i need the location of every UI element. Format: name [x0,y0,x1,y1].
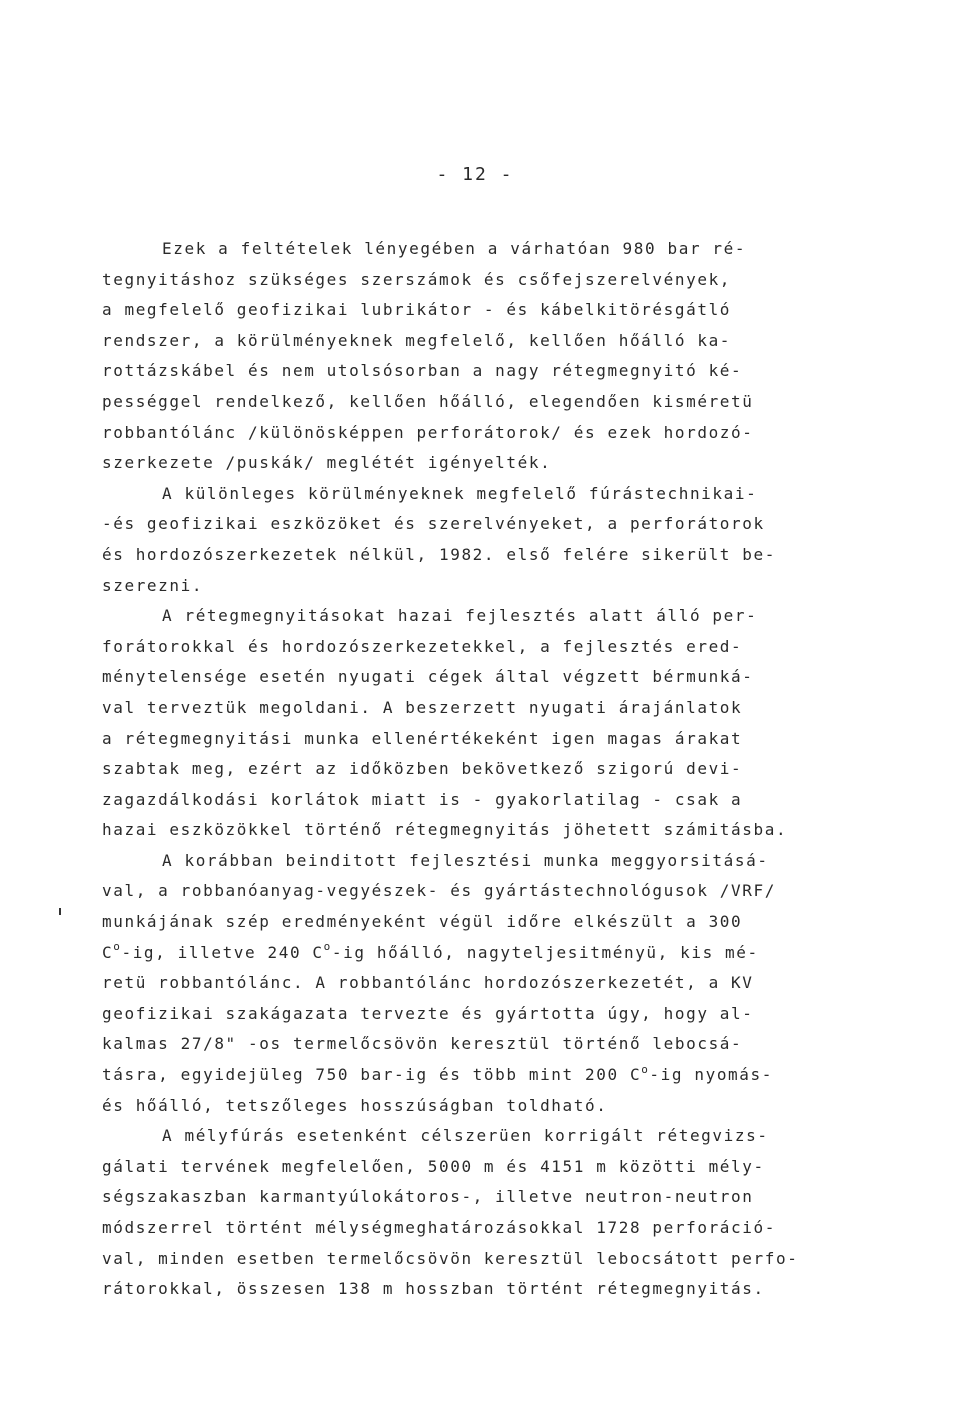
text-line: munkájának szép eredményeként végül időre elkészült a 300 [102,912,743,932]
text-segment: tásra, egyidejüleg 750 bar-ig és több mint 200 C [102,1065,642,1085]
text-line-with-superscript [102,1060,892,1091]
text-line: kalmas 27/8" -os termelőcsövön keresztül történő lebocsá- [102,1034,743,1054]
text-line: A rétegmegnyitásokat hazai fejlesztés alatt álló per- [162,606,758,626]
text-line: rottázskábel és nem utolsósorban a nagy rétegmegnyitó ké- [102,361,743,381]
text-line: -és geofizikai eszközöket és szerelvényeket, a perforátorok [102,514,765,534]
text-line: szerezni. [102,575,204,595]
text-segment: -ig, illetve 240 C [121,942,324,962]
text-line: A mélyfúrás esetenként célszerüen korrigált rétegvizs- [162,1126,769,1146]
text-line: rendszer, a körülményeknek megfelelő, kellően hőálló ka- [102,330,732,350]
text-line: tegnyitáshoz szükséges szerszámok és csőfejszerelvények, [102,269,732,289]
text-line: val, minden esetben termelőcsövön keresztül lebocsátott perfo- [102,1248,799,1268]
text-line: val terveztük megoldani. A beszerzett nyugati árajánlatok [102,697,743,717]
text-line: A különleges körülményeknek megfelelő fúrástechnikai- [162,483,758,503]
text-line: Ezek a feltételek lényegében a várhatóan 980 bar ré- [162,239,747,258]
text-line: szabtak meg, ezért az időközben bekövetkező szigorú devi- [102,759,743,779]
text-segment: -ig hőálló, nagyteljesitményü, kis mé- [331,942,759,962]
text-line: és hőálló, tetszőleges hosszúságban toldható. [102,1095,608,1115]
text-line: forátorokkal és hordozószerkezetekkel, a fejlesztés ered- [102,636,743,656]
text-line: A korábban beinditott fejlesztési munka meggyorsitásá- [162,850,769,870]
text-line: és hordozószerkezetek nélkül, 1982. első felére sikerült be- [102,544,776,564]
text-line: robbantólánc /különösképpen perforátorok/ és ezek hordozó- [102,422,754,442]
body-text [102,234,892,1305]
text-segment: -ig nyomás- [649,1065,773,1085]
text-line: ménytelensége esetén nyugati cégek által végzett bérmunká- [102,667,754,687]
text-line: ségszakaszban karmantyúlokátoros-, illetve neutron-neutron [102,1187,754,1207]
text-line: szerkezete /puskák/ meglétét igényelték. [102,453,552,473]
margin-mark [59,908,61,915]
page-number: - 12 - [436,164,514,185]
text-line: hazai eszközökkel történő rétegmegnyitás jöhetett számitásba. [102,820,788,840]
text-line: a megfelelő geofizikai lubrikátor - és kábelkitörésgátló [102,300,732,320]
text-line: rátorokkal, összesen 138 m hosszban történt rétegmegnyitás. [102,1279,765,1299]
text-line: val, a robbanóanyag-vegyészek- és gyártástechnológusok /VRF/ [102,881,776,901]
text-line: gálati tervének megfelelően, 5000 m és 4151 m közötti mély- [102,1156,765,1176]
text-segment: C [102,942,114,962]
text-line: pességgel rendelkező, kellően hőálló, elegendően kisméretü [102,391,754,411]
degree-superscript: o [113,940,122,954]
text-line: geofizikai szakágazata tervezte és gyártotta úgy, hogy al- [102,1003,754,1023]
text-line: a rétegmegnyitási munka ellenértékeként igen magas árakat [102,728,743,748]
text-line: módszerrel történt mélységmeghatározásokkal 1728 perforáció- [102,1218,776,1237]
text-line-with-superscript [102,938,892,969]
degree-superscript: o [323,940,332,954]
degree-superscript: o [641,1062,650,1076]
text-line: retü robbantólánc. A robbantólánc hordozószerkezetét, a KV [102,973,754,993]
text-line: zagazdálkodási korlátok miatt is - gyakorlatilag - csak a [102,789,743,809]
